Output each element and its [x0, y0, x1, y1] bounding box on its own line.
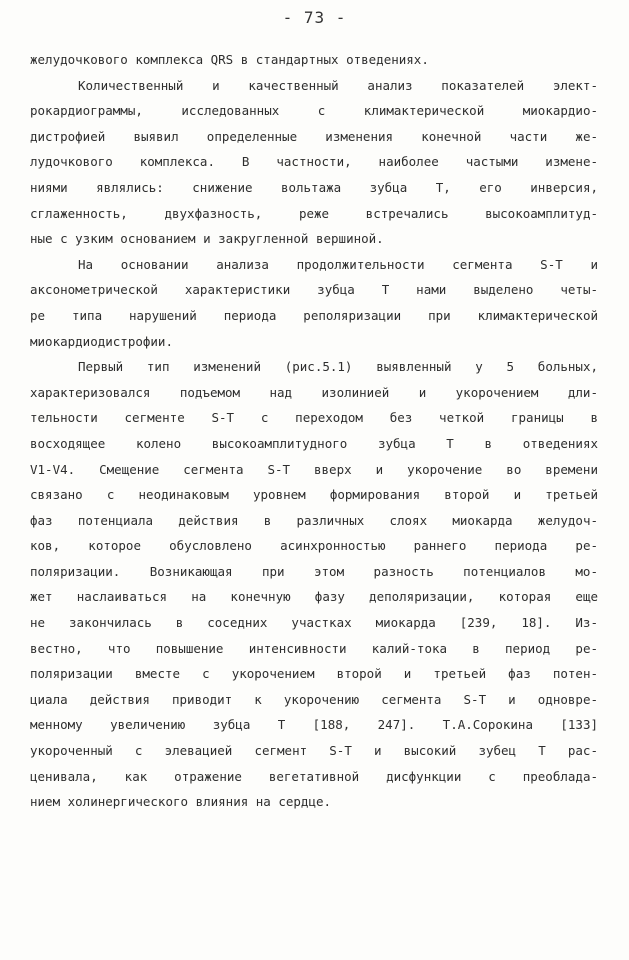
text-line: ков, которое обусловлено асинхронностью раннего периода ре-: [30, 538, 598, 554]
text-line: восходящее колено высокоамплитудного зубца Т в отведениях: [30, 435, 598, 451]
text-line: желудочкового комплекса QRS в стандартных отведениях.: [30, 52, 429, 67]
text-line: циала действия приводит к укорочению сегмента S-Т и одновре-: [30, 691, 598, 707]
text-line: нием холинергического влияния на сердце.: [30, 794, 332, 810]
text-line: вестно, что повышение интенсивности калий-тока в период ре-: [30, 640, 598, 656]
text-line: лудочкового комплекса. В частности, наиболее частыми измене-: [30, 154, 598, 170]
text-line: рокардиограммы, исследованных с климактерической миокардио-: [30, 103, 598, 119]
text-line: поляризации вместе с укорочением второй и третьей фаз потен-: [30, 666, 598, 682]
text-line: связано с неодинаковым уровнем формирования второй и третьей: [30, 487, 598, 503]
text-line: Количественный и качественный анализ показателей элект-: [78, 77, 598, 93]
text-line: не закончилась в соседних участках миокарда [239, 18]. Из-: [30, 615, 598, 631]
text-line: ценивала, как отражение вегетативной дисфункции с преоблада-: [30, 768, 598, 784]
text-line: сглаженность, двухфазность, реже встречались высокоамплитуд-: [30, 205, 598, 221]
text-line: миокардиодистрофии.: [30, 333, 173, 349]
text-line: Первый тип изменений (рис.5.1) выявленный у 5 больных,: [78, 359, 598, 375]
text-line: укороченный с элевацией сегмент S-Т и высокий зубец Т рас-: [30, 743, 598, 759]
text-line: тельности сегменте S-Т с переходом без четкой границы в: [30, 410, 598, 426]
text-line: поляризации. Возникающая при этом разность потенциалов мо-: [30, 563, 598, 579]
text-line: На основании анализа продолжительности сегмента S-Т и: [78, 256, 598, 272]
page-number: - 73 -: [282, 8, 347, 27]
text-line: V1-V4. Смещение сегмента S-Т вверх и укорочение во времени: [30, 461, 598, 477]
text-line: ре типа нарушений периода реполяризации при климактерической: [30, 307, 598, 323]
text-body: [30, 47, 598, 815]
text-line: ниями являлись: снижение вольтажа зубца Т, его инверсия,: [30, 179, 598, 195]
text-line: ные с узким основанием и закругленной вершиной.: [30, 231, 384, 247]
text-line: фаз потенциала действия в различных слоях миокарда желудоч-: [30, 512, 598, 528]
text-line: аксонометрической характеристики зубца Т нами выделено четы-: [30, 282, 598, 298]
text-line: дистрофией выявил определенные изменения конечной части же-: [30, 128, 598, 144]
text-line: характеризовался подъемом над изолинией и укорочением дли-: [30, 384, 598, 400]
text-line: менному увеличению зубца Т [188, 247]. Т.А.Сорокина [133]: [30, 717, 598, 733]
text-line: жет наслаиваться на конечную фазу деполяризации, которая еще: [30, 589, 598, 605]
